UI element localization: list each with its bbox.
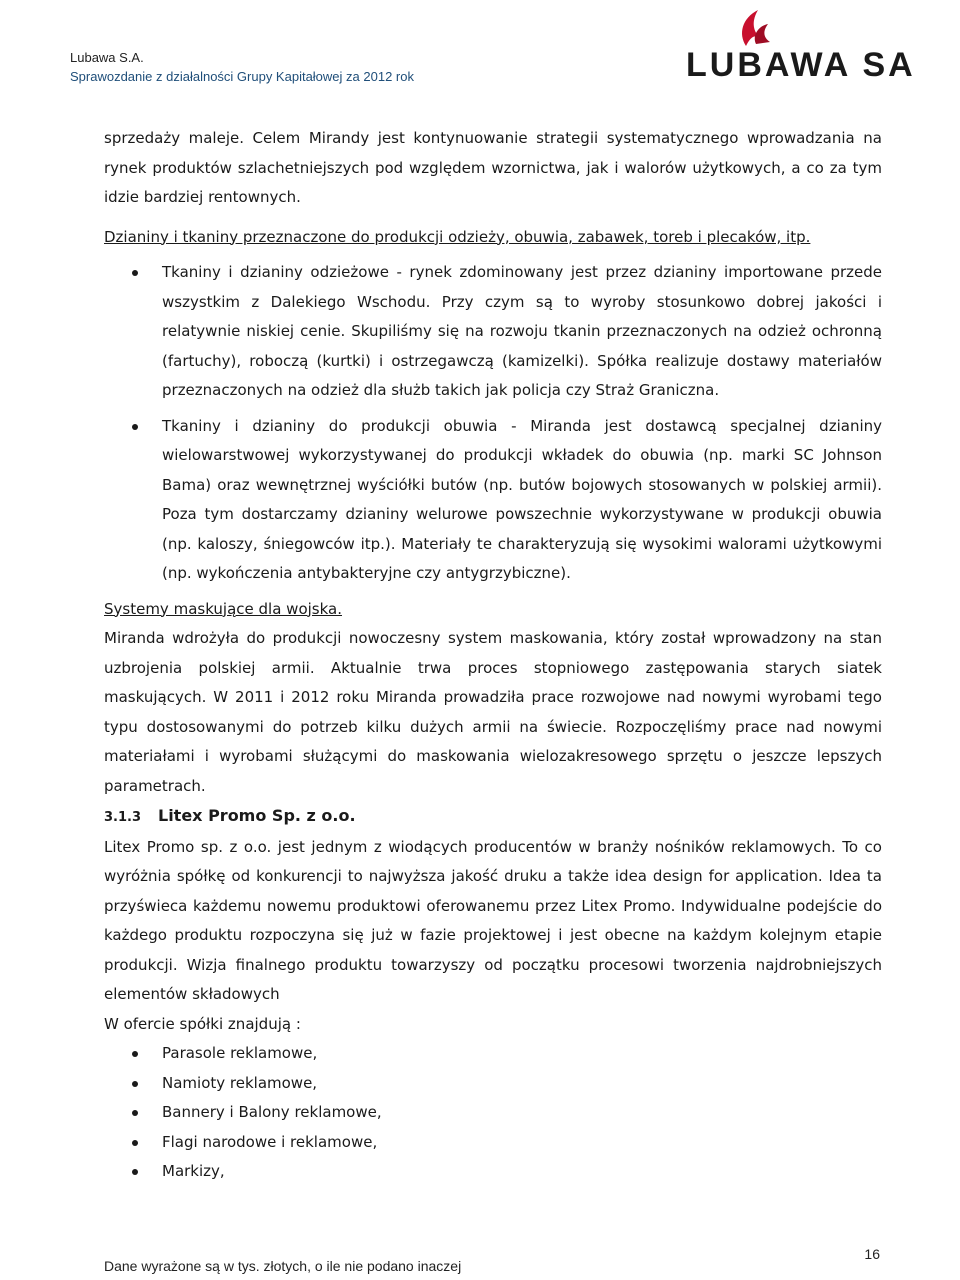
heading-number: 3.1.3	[104, 810, 142, 825]
litex-paragraph: Litex Promo sp. z o.o. jest jednym z wiodących producentów w branży nośników reklamowych. To co wyróżnia spółkę od konkurencji to najwyższa jakość druku a także idea design for application. Idea ta przyświeca każdemu nowemu produktowi oferowanemu przez Litex Promo. Indywidualne podejście do każdego produktu rozpoczyna się już w fazie projektowej i jest obecne na każdym kolejnym etapie produkcji. Wizja finalnego produktu towarzyszy od początku procesowi tworzenia najdrobniejszych elementów składowych	[104, 837, 882, 1003]
header-company: Lubawa S.A.	[70, 50, 144, 65]
list-item: Tkaniny i dzianiny do produkcji obuwia - Miranda jest dostawcą specjalnej dzianiny wielowarstwowej wykorzystywanej do produkcji wkładek do obuwia (np. marki SC Johnson Bama) oraz wewnętrznej wyściółki butów (np. butów bojowych stosowanych w polskiej armii). Poza tym dostarczamy dzianiny welurowe powszechnie wykorzystywane w produkcji obuwia (np. kaloszy, śniegowców itp.). Materiały te charakteryzują się wysokimi walorami użytkowymi (np. wykończenia antybakteryjne czy antygrzybiczne).	[104, 412, 882, 589]
list-item: Flagi narodowe i reklamowe,	[104, 1128, 882, 1158]
offer-intro: W ofercie spółki znajdują :	[104, 1014, 301, 1033]
page-number: 16	[864, 1246, 880, 1262]
header-report-title: Sprawozdanie z działalności Grupy Kapitałowej za 2012 rok	[70, 69, 414, 84]
section-title-camouflage: Systemy maskujące dla wojska.	[104, 599, 342, 618]
list-item: Namioty reklamowe,	[104, 1069, 882, 1099]
intro-paragraph: sprzedaży maleje. Celem Mirandy jest kontynuowanie strategii systematycznego wprowadzania na rynek produktów szlachetniejszych pod względem wzornictwa, jak i walorów użytkowych, a co za tym idzie bardziej rentownych.	[104, 129, 882, 206]
logo-wordmark: LUBAWA SA	[686, 46, 916, 80]
lubawa-logo	[686, 4, 936, 80]
list-item: Tkaniny i dzianiny odzieżowe - rynek zdominowany jest przez dzianiny importowane przede wszystkim z Dalekiego Wschodu. Przy czym są to wyroby stosunkowo dobrej jakości i relatywnie niskiej cenie. Skupiliśmy się na rozwoju tkanin przeznaczonych na odzież ochronną (fartuchy), roboczą (kurtki) i ostrzegawczą (kamizelki). Spółka realizuje dostawy materiałów przeznaczonych na odzież dla służb takich jak policja czy Straż Graniczna.	[104, 258, 882, 406]
fabrics-bullet-list	[104, 258, 882, 589]
list-item: Parasole reklamowe,	[104, 1039, 882, 1069]
heading-title: Litex Promo Sp. z o.o.	[158, 806, 356, 825]
footer-note: Dane wyrażone są w tys. złotych, o ile nie podano inaczej	[104, 1258, 462, 1274]
camouflage-paragraph: Miranda wdrożyła do produkcji nowoczesny system maskowania, który został wprowadzony na stan uzbrojenia polskiej armii. Aktualnie trwa proces stopniowego zastępowania starych siatek maskujących. W 2011 i 2012 roku Miranda prowadziła prace rozwojowe nad nowymi wyrobami tego typu dostosowanymi do potrzeb kilku dużych armii na świecie. Rozpoczęliśmy prace nad nowymi materiałami i wyrobami służącymi do maskowania wielozakresowego sprzętu o jeszcze lepszych parametrach.	[104, 629, 882, 795]
section-title-fabrics: Dzianiny i tkaniny przeznaczone do produkcji odzieży, obuwia, zabawek, toreb i plecaków, itp.	[104, 227, 811, 246]
document-body	[104, 124, 882, 1187]
offer-bullet-list	[104, 1039, 882, 1187]
section-heading-litex	[104, 801, 882, 833]
list-item: Markizy,	[104, 1157, 882, 1187]
list-item: Bannery i Balony reklamowe,	[104, 1098, 882, 1128]
page-header	[70, 48, 414, 86]
